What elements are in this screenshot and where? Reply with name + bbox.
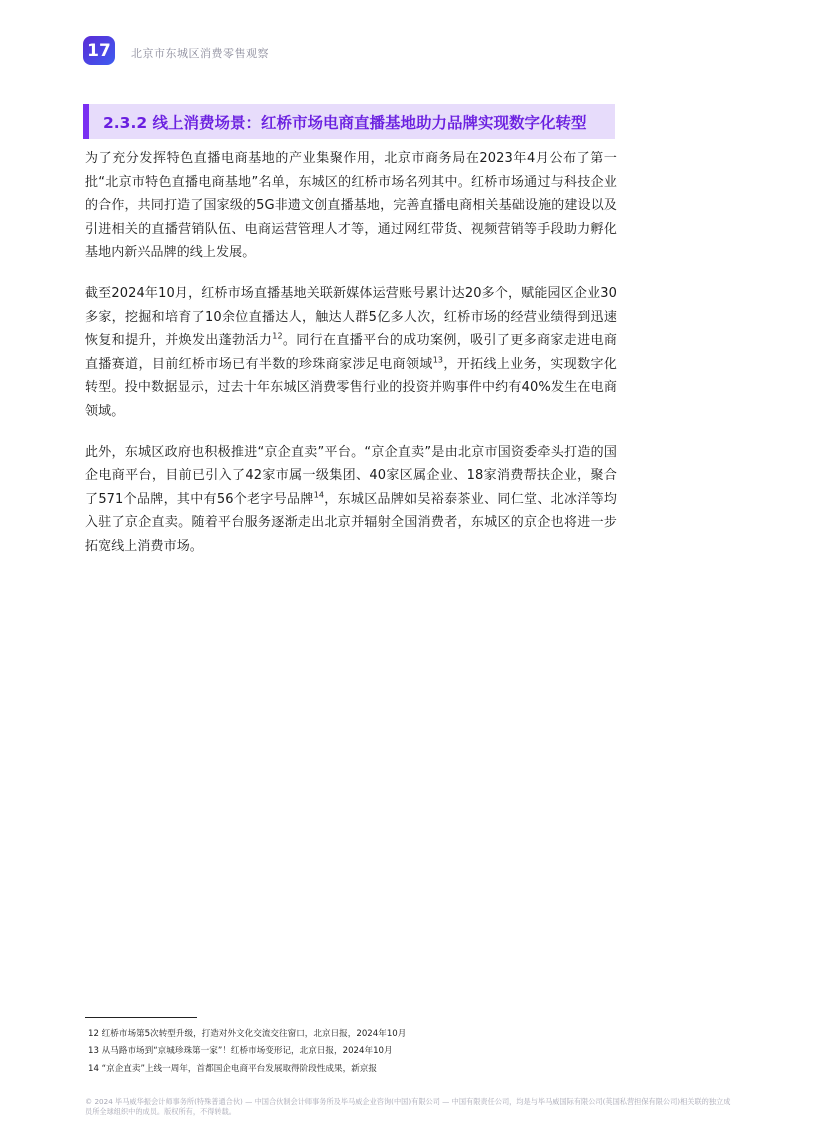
paragraph-3-part-a: 此外，东城区政府也积极推进“京企直卖”平台。“京企直卖”是由北京市国资委牵头打造的国企电商平台，目前已引入了42家市属一级集团、40家区属企业、18家消费帮扶企业，聚合了571个品牌，其中有56个老字号品牌 bbox=[85, 444, 617, 507]
body-text bbox=[85, 147, 617, 576]
section-heading-text: 2.3.2 线上消费场景：红桥市场电商直播基地助力品牌实现数字化转型 bbox=[103, 113, 587, 132]
footnote-divider bbox=[85, 1017, 197, 1018]
footnote-14: 14 “京企直卖”上线一周年，首都国企电商平台发展取得阶段性成果，新京报 bbox=[88, 1063, 377, 1074]
page-number: 17 bbox=[87, 40, 111, 61]
footnote-ref-14[interactable]: 14 bbox=[313, 490, 325, 500]
paragraph-2-part-c: ，开拓线上业务，实现数字化转型。投中数据显示，过去十年东城区消费零售行业的投资并购事件中约有40%发生在电商领域。 bbox=[85, 356, 617, 419]
page-number-badge bbox=[83, 36, 115, 65]
footnote-13: 13 从马路市场到“京城珍珠第一家”！红桥市场变形记，北京日报，2024年10月 bbox=[88, 1046, 393, 1057]
section-heading bbox=[83, 104, 615, 139]
paragraph-2 bbox=[85, 282, 617, 424]
running-header-title: 北京市东城区消费零售观察 bbox=[131, 47, 269, 60]
footnote-12: 12 红桥市场第5次转型升级，打造对外文化交流交往窗口，北京日报，2024年10月 bbox=[88, 1029, 407, 1039]
copyright-notice: © 2024 毕马威华振会计师事务所(特殊普通合伙) — 中国合伙制会计师事务所及毕马威企业咨询(中国)有限公司 — 中国有限责任公司，均是与毕马威国际有限公司(英国私营担保有限公司)相关联的独立成员所全球组织中的成员。版权所有，不得转载。 bbox=[85, 1097, 731, 1116]
footnote-ref-12[interactable]: 12 bbox=[272, 331, 283, 341]
paragraph-2-part-b: 。同行在直播平台的成功案例，吸引了更多商家走进电商直播赛道，目前红桥市场已有半数的珍珠商家涉足电商领域 bbox=[85, 333, 617, 372]
paragraph-2-part-a: 截至2024年10月，红桥市场直播基地关联新媒体运营账号累计达20多个，赋能园区企业30多家，挖掘和培育了10余位直播达人，触达人群5亿多人次，红桥市场的经营业绩得到迅速恢复和提升，并焕发出蓬勃活力 bbox=[85, 285, 617, 349]
paragraph-1: 为了充分发挥特色直播电商基地的产业集聚作用，北京市商务局在2023年4月公布了第一批“北京市特色直播电商基地”名单，东城区的红桥市场名列其中。红桥市场通过与科技企业的合作，共同打造了国家级的5G非遗文创直播基地，完善直播电商相关基础设施的建设以及引进相关的直播营销队伍、电商运营管理人才等，通过网红带货、视频营销等手段助力孵化基地内新兴品牌的线上发展。 bbox=[85, 151, 617, 261]
paragraph-3-part-b: ，东城区品牌如吴裕泰茶业、同仁堂、北冰洋等均入驻了京企直卖。随着平台服务逐渐走出北京并辐射全国消费者，东城区的京企也将进一步拓宽线上消费市场。 bbox=[85, 491, 617, 554]
footnotes bbox=[88, 1026, 688, 1078]
footnote-ref-13[interactable]: 13 bbox=[432, 355, 444, 365]
paragraph-3 bbox=[85, 441, 617, 559]
